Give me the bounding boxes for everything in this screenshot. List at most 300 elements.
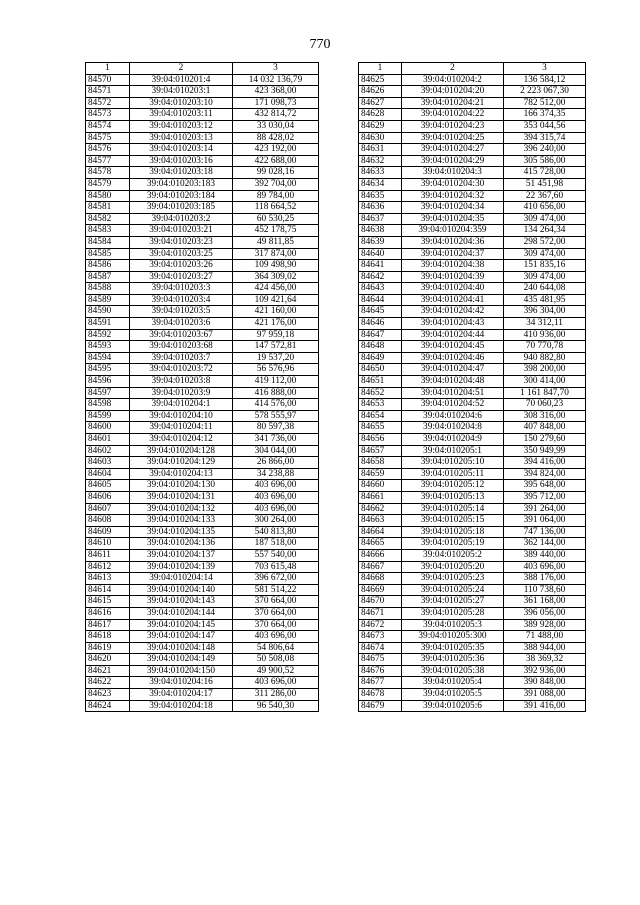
value-cell: 1 161 847,70 <box>504 387 586 399</box>
value-cell: 395 648,00 <box>504 480 586 492</box>
value-cell: 419 112,00 <box>233 376 319 388</box>
value-cell: 70 060,23 <box>504 399 586 411</box>
table-row <box>359 260 586 272</box>
table-row <box>86 468 319 480</box>
cadastral-number-cell: 39:04:010205:11 <box>402 468 504 480</box>
value-cell: 353 044,56 <box>504 120 586 132</box>
cadastral-number-cell: 39:04:010203:2 <box>130 213 233 225</box>
table-row <box>86 329 319 341</box>
table-row <box>359 491 586 503</box>
value-cell: 396 672,00 <box>233 573 319 585</box>
cadastral-number-cell: 39:04:010204:136 <box>130 538 233 550</box>
row-number-cell: 84674 <box>359 642 402 654</box>
column-header: 1 <box>359 63 402 75</box>
value-cell: 70 770,78 <box>504 341 586 353</box>
cadastral-number-cell: 39:04:010205:12 <box>402 480 504 492</box>
table-row <box>86 665 319 677</box>
row-number-cell: 84594 <box>86 352 130 364</box>
row-number-cell: 84626 <box>359 86 402 98</box>
value-cell: 396 304,00 <box>504 306 586 318</box>
row-number-cell: 84595 <box>86 364 130 376</box>
table-row <box>86 631 319 643</box>
table-row <box>86 538 319 550</box>
value-cell: 300 264,00 <box>233 515 319 527</box>
value-cell: 703 615,48 <box>233 561 319 573</box>
cadastral-number-cell: 39:04:010203:7 <box>130 352 233 364</box>
value-cell: 422 688,00 <box>233 155 319 167</box>
row-number-cell: 84634 <box>359 178 402 190</box>
value-cell: 99 028,16 <box>233 167 319 179</box>
value-cell: 309 474,00 <box>504 248 586 260</box>
cadastral-number-cell: 39:04:010203:185 <box>130 202 233 214</box>
value-cell: 54 806,64 <box>233 642 319 654</box>
table-row <box>359 399 586 411</box>
value-cell: 341 736,00 <box>233 434 319 446</box>
value-cell: 118 664,52 <box>233 202 319 214</box>
row-number-cell: 84631 <box>359 144 402 156</box>
cadastral-number-cell: 39:04:010205:3 <box>402 619 504 631</box>
row-number-cell: 84653 <box>359 399 402 411</box>
cadastral-number-cell: 39:04:010204:34 <box>402 202 504 214</box>
table-row <box>86 607 319 619</box>
row-number-cell: 84633 <box>359 167 402 179</box>
cadastral-number-cell: 39:04:010203:12 <box>130 120 233 132</box>
value-cell: 747 136,00 <box>504 526 586 538</box>
row-number-cell: 84650 <box>359 364 402 376</box>
row-number-cell: 84605 <box>86 480 130 492</box>
cadastral-number-cell: 39:04:010205:20 <box>402 561 504 573</box>
table-row <box>86 654 319 666</box>
row-number-cell: 84571 <box>86 86 130 98</box>
cadastral-number-cell: 39:04:010205:18 <box>402 526 504 538</box>
value-cell: 166 374,35 <box>504 109 586 121</box>
value-cell: 304 044,00 <box>233 445 319 457</box>
table-row <box>359 526 586 538</box>
cadastral-number-cell: 39:04:010205:300 <box>402 631 504 643</box>
value-cell: 940 882,80 <box>504 352 586 364</box>
row-number-cell: 84673 <box>359 631 402 643</box>
value-cell: 389 440,00 <box>504 549 586 561</box>
value-cell: 407 848,00 <box>504 422 586 434</box>
value-cell: 403 696,00 <box>233 491 319 503</box>
table-row <box>86 480 319 492</box>
value-cell: 80 597,38 <box>233 422 319 434</box>
row-number-cell: 84576 <box>86 144 130 156</box>
row-number-cell: 84660 <box>359 480 402 492</box>
row-number-cell: 84616 <box>86 607 130 619</box>
row-number-cell: 84662 <box>359 503 402 515</box>
table-row <box>86 677 319 689</box>
table-row <box>359 109 586 121</box>
row-number-cell: 84649 <box>359 352 402 364</box>
row-number-cell: 84628 <box>359 109 402 121</box>
row-number-cell: 84570 <box>86 74 130 86</box>
table-row <box>359 283 586 295</box>
row-number-cell: 84629 <box>359 120 402 132</box>
table-row <box>359 97 586 109</box>
row-number-cell: 84578 <box>86 167 130 179</box>
cadastral-number-cell: 39:04:010205:36 <box>402 654 504 666</box>
cadastral-number-cell: 39:04:010203:9 <box>130 387 233 399</box>
row-number-cell: 84658 <box>359 457 402 469</box>
column-header: 3 <box>504 63 586 75</box>
table-row <box>86 144 319 156</box>
cadastral-number-cell: 39:04:010203:13 <box>130 132 233 144</box>
cadastral-number-cell: 39:04:010204:48 <box>402 376 504 388</box>
cadastral-number-cell: 39:04:010205:23 <box>402 573 504 585</box>
cadastral-number-cell: 39:04:010204:51 <box>402 387 504 399</box>
row-number-cell: 84602 <box>86 445 130 457</box>
value-cell: 49 811,85 <box>233 236 319 248</box>
cadastral-number-cell: 39:04:010204:45 <box>402 341 504 353</box>
cadastral-number-cell: 39:04:010205:14 <box>402 503 504 515</box>
table-row <box>359 144 586 156</box>
row-number-cell: 84623 <box>86 689 130 701</box>
table-row <box>359 515 586 527</box>
row-number-cell: 84614 <box>86 584 130 596</box>
row-number-cell: 84677 <box>359 677 402 689</box>
cadastral-number-cell: 39:04:010204:46 <box>402 352 504 364</box>
cadastral-number-cell: 39:04:010204:8 <box>402 422 504 434</box>
table-row <box>86 294 319 306</box>
cadastral-number-cell: 39:04:010205:38 <box>402 665 504 677</box>
cadastral-number-cell: 39:04:010203:3 <box>130 283 233 295</box>
cadastral-number-cell: 39:04:010204:359 <box>402 225 504 237</box>
value-cell: 109 421,64 <box>233 294 319 306</box>
cadastral-number-cell: 39:04:010204:25 <box>402 132 504 144</box>
cadastral-number-cell: 39:04:010201:4 <box>130 74 233 86</box>
cadastral-number-cell: 39:04:010205:5 <box>402 689 504 701</box>
row-number-cell: 84648 <box>359 341 402 353</box>
row-number-cell: 84667 <box>359 561 402 573</box>
value-cell: 452 178,75 <box>233 225 319 237</box>
table-row <box>359 689 586 701</box>
row-number-cell: 84583 <box>86 225 130 237</box>
row-number-cell: 84613 <box>86 573 130 585</box>
cadastral-number-cell: 39:04:010203:11 <box>130 109 233 121</box>
cadastral-number-cell: 39:04:010204:147 <box>130 631 233 643</box>
table-row <box>359 619 586 631</box>
table-row <box>359 700 586 712</box>
row-number-cell: 84651 <box>359 376 402 388</box>
table-row <box>86 97 319 109</box>
value-cell: 403 696,00 <box>233 480 319 492</box>
row-number-cell: 84621 <box>86 665 130 677</box>
cadastral-number-cell: 39:04:010204:2 <box>402 74 504 86</box>
cadastral-number-cell: 39:04:010205:28 <box>402 607 504 619</box>
table-row <box>359 352 586 364</box>
table-row <box>86 573 319 585</box>
row-number-cell: 84600 <box>86 422 130 434</box>
row-number-cell: 84608 <box>86 515 130 527</box>
row-number-cell: 84590 <box>86 306 130 318</box>
cadastral-number-cell: 39:04:010203:184 <box>130 190 233 202</box>
cadastral-number-cell: 39:04:010204:29 <box>402 155 504 167</box>
table-row <box>359 376 586 388</box>
row-number-cell: 84652 <box>359 387 402 399</box>
cadastral-number-cell: 39:04:010203:18 <box>130 167 233 179</box>
column-header: 2 <box>402 63 504 75</box>
row-number-cell: 84663 <box>359 515 402 527</box>
cadastral-number-cell: 39:04:010204:14 <box>130 573 233 585</box>
table-row <box>86 236 319 248</box>
row-number-cell: 84592 <box>86 329 130 341</box>
value-cell: 424 456,00 <box>233 283 319 295</box>
row-number-cell: 84643 <box>359 283 402 295</box>
row-number-cell: 84593 <box>86 341 130 353</box>
row-number-cell: 84606 <box>86 491 130 503</box>
table-row <box>359 167 586 179</box>
cadastral-number-cell: 39:04:010204:12 <box>130 434 233 446</box>
table-row <box>359 549 586 561</box>
table-row <box>359 74 586 86</box>
cadastral-number-cell: 39:04:010204:41 <box>402 294 504 306</box>
row-number-cell: 84632 <box>359 155 402 167</box>
table-row <box>86 260 319 272</box>
row-number-cell: 84664 <box>359 526 402 538</box>
table-row <box>86 271 319 283</box>
row-number-cell: 84604 <box>86 468 130 480</box>
row-number-cell: 84646 <box>359 318 402 330</box>
cadastral-number-cell: 39:04:010204:131 <box>130 491 233 503</box>
row-number-cell: 84672 <box>359 619 402 631</box>
table-row <box>86 225 319 237</box>
row-number-cell: 84591 <box>86 318 130 330</box>
value-cell: 26 866,00 <box>233 457 319 469</box>
cadastral-number-cell: 39:04:010204:139 <box>130 561 233 573</box>
row-number-cell: 84582 <box>86 213 130 225</box>
value-cell: 423 192,00 <box>233 144 319 156</box>
row-number-cell: 84668 <box>359 573 402 585</box>
value-cell: 395 712,00 <box>504 491 586 503</box>
value-cell: 49 900,52 <box>233 665 319 677</box>
value-cell: 56 576,96 <box>233 364 319 376</box>
cadastral-number-cell: 39:04:010205:1 <box>402 445 504 457</box>
value-cell: 34 312,11 <box>504 318 586 330</box>
table-row <box>359 236 586 248</box>
cadastral-number-cell: 39:04:010204:44 <box>402 329 504 341</box>
cadastral-number-cell: 39:04:010204:35 <box>402 213 504 225</box>
table-row <box>359 318 586 330</box>
cadastral-number-cell: 39:04:010203:68 <box>130 341 233 353</box>
table-row <box>359 677 586 689</box>
table-row <box>86 376 319 388</box>
value-cell: 421 176,00 <box>233 318 319 330</box>
table-row <box>86 190 319 202</box>
value-cell: 147 572,81 <box>233 341 319 353</box>
cadastral-number-cell: 39:04:010204:32 <box>402 190 504 202</box>
value-cell: 50 508,08 <box>233 654 319 666</box>
table-row <box>359 584 586 596</box>
value-cell: 414 576,00 <box>233 399 319 411</box>
row-number-cell: 84575 <box>86 132 130 144</box>
row-number-cell: 84581 <box>86 202 130 214</box>
row-number-cell: 84644 <box>359 294 402 306</box>
value-cell: 19 537,20 <box>233 352 319 364</box>
cadastral-number-cell: 39:04:010204:133 <box>130 515 233 527</box>
row-number-cell: 84639 <box>359 236 402 248</box>
value-cell: 89 784,00 <box>233 190 319 202</box>
table-row <box>359 294 586 306</box>
row-number-cell: 84619 <box>86 642 130 654</box>
table-row <box>86 561 319 573</box>
cadastral-number-cell: 39:04:010204:43 <box>402 318 504 330</box>
value-cell: 394 315,74 <box>504 132 586 144</box>
cadastral-number-cell: 39:04:010205:10 <box>402 457 504 469</box>
row-number-cell: 84572 <box>86 97 130 109</box>
value-cell: 151 835,16 <box>504 260 586 272</box>
cadastral-number-cell: 39:04:010204:27 <box>402 144 504 156</box>
row-number-cell: 84589 <box>86 294 130 306</box>
row-number-cell: 84603 <box>86 457 130 469</box>
cadastral-number-cell: 39:04:010204:1 <box>130 399 233 411</box>
value-cell: 540 813,80 <box>233 526 319 538</box>
table-row <box>359 248 586 260</box>
value-cell: 33 030,04 <box>233 120 319 132</box>
value-cell: 187 518,00 <box>233 538 319 550</box>
cadastral-number-cell: 39:04:010204:145 <box>130 619 233 631</box>
table-row <box>359 642 586 654</box>
table-row <box>86 584 319 596</box>
value-cell: 350 949,99 <box>504 445 586 457</box>
row-number-cell: 84679 <box>359 700 402 712</box>
table-row <box>359 654 586 666</box>
row-number-cell: 84587 <box>86 271 130 283</box>
table-row <box>86 202 319 214</box>
cadastral-number-cell: 39:04:010204:40 <box>402 283 504 295</box>
value-cell: 391 264,00 <box>504 503 586 515</box>
cadastral-number-cell: 39:04:010203:14 <box>130 144 233 156</box>
table-row <box>359 607 586 619</box>
value-cell: 403 696,00 <box>504 561 586 573</box>
column-header: 2 <box>130 63 233 75</box>
right-table-body <box>359 74 586 712</box>
table-row <box>86 399 319 411</box>
cadastral-number-cell: 39:04:010204:150 <box>130 665 233 677</box>
value-cell: 782 512,00 <box>504 97 586 109</box>
cadastral-number-cell: 39:04:010204:130 <box>130 480 233 492</box>
cadastral-number-cell: 39:04:010204:149 <box>130 654 233 666</box>
cadastral-number-cell: 39:04:010203:5 <box>130 306 233 318</box>
table-row <box>86 549 319 561</box>
row-number-cell: 84585 <box>86 248 130 260</box>
cadastral-number-cell: 39:04:010203:25 <box>130 248 233 260</box>
cadastral-number-cell: 39:04:010204:144 <box>130 607 233 619</box>
table-row <box>359 445 586 457</box>
table-row <box>86 132 319 144</box>
table-row <box>86 120 319 132</box>
table-row <box>86 155 319 167</box>
value-cell: 394 824,00 <box>504 468 586 480</box>
value-cell: 88 428,02 <box>233 132 319 144</box>
table-row <box>359 364 586 376</box>
value-cell: 392 936,00 <box>504 665 586 677</box>
table-row <box>359 86 586 98</box>
table-row <box>359 596 586 608</box>
row-number-cell: 84624 <box>86 700 130 712</box>
cadastral-number-cell: 39:04:010204:129 <box>130 457 233 469</box>
value-cell: 2 223 067,30 <box>504 86 586 98</box>
value-cell: 34 238,88 <box>233 468 319 480</box>
table-row <box>359 202 586 214</box>
row-number-cell: 84630 <box>359 132 402 144</box>
table-row <box>86 642 319 654</box>
cadastral-number-cell: 39:04:010204:18 <box>130 700 233 712</box>
table-row <box>86 596 319 608</box>
table-row <box>86 74 319 86</box>
table-row <box>359 631 586 643</box>
value-cell: 370 664,00 <box>233 596 319 608</box>
row-number-cell: 84675 <box>359 654 402 666</box>
value-cell: 423 368,00 <box>233 86 319 98</box>
cadastral-number-cell: 39:04:010204:9 <box>402 434 504 446</box>
row-number-cell: 84609 <box>86 526 130 538</box>
table-row <box>359 538 586 550</box>
row-number-cell: 84665 <box>359 538 402 550</box>
cadastral-number-cell: 39:04:010204:137 <box>130 549 233 561</box>
cadastral-number-cell: 39:04:010204:37 <box>402 248 504 260</box>
row-number-cell: 84676 <box>359 665 402 677</box>
table-row <box>359 665 586 677</box>
row-number-cell: 84625 <box>359 74 402 86</box>
value-cell: 388 176,00 <box>504 573 586 585</box>
cadastral-number-cell: 39:04:010203:26 <box>130 260 233 272</box>
row-number-cell: 84642 <box>359 271 402 283</box>
value-cell: 391 064,00 <box>504 515 586 527</box>
row-number-cell: 84656 <box>359 434 402 446</box>
value-cell: 396 240,00 <box>504 144 586 156</box>
value-cell: 415 728,00 <box>504 167 586 179</box>
value-cell: 578 555,97 <box>233 410 319 422</box>
cadastral-number-cell: 39:04:010203:183 <box>130 178 233 190</box>
value-cell: 361 168,00 <box>504 596 586 608</box>
value-cell: 309 474,00 <box>504 213 586 225</box>
value-cell: 97 959,18 <box>233 329 319 341</box>
table-row <box>359 561 586 573</box>
table-row <box>86 86 319 98</box>
table-row <box>359 422 586 434</box>
cadastral-number-cell: 39:04:010203:27 <box>130 271 233 283</box>
table-row <box>359 480 586 492</box>
value-cell: 109 498,90 <box>233 260 319 272</box>
table-row <box>86 306 319 318</box>
cadastral-number-cell: 39:04:010204:22 <box>402 109 504 121</box>
value-cell: 71 488,00 <box>504 631 586 643</box>
cadastral-number-cell: 39:04:010203:23 <box>130 236 233 248</box>
row-number-cell: 84580 <box>86 190 130 202</box>
value-cell: 403 696,00 <box>233 503 319 515</box>
value-cell: 410 936,00 <box>504 329 586 341</box>
table-row <box>86 422 319 434</box>
value-cell: 403 696,00 <box>233 631 319 643</box>
cadastral-number-cell: 39:04:010205:27 <box>402 596 504 608</box>
cadastral-number-cell: 39:04:010205:24 <box>402 584 504 596</box>
row-number-cell: 84597 <box>86 387 130 399</box>
cadastral-number-cell: 39:04:010204:52 <box>402 399 504 411</box>
table-row <box>86 109 319 121</box>
table-row <box>86 167 319 179</box>
row-number-cell: 84661 <box>359 491 402 503</box>
table-row <box>359 387 586 399</box>
table-row <box>359 225 586 237</box>
value-cell: 581 514,22 <box>233 584 319 596</box>
value-cell: 390 848,00 <box>504 677 586 689</box>
cadastral-number-cell: 39:04:010204:11 <box>130 422 233 434</box>
value-cell: 392 704,00 <box>233 178 319 190</box>
value-cell: 311 286,00 <box>233 689 319 701</box>
cadastral-number-cell: 39:04:010204:128 <box>130 445 233 457</box>
value-cell: 435 481,95 <box>504 294 586 306</box>
